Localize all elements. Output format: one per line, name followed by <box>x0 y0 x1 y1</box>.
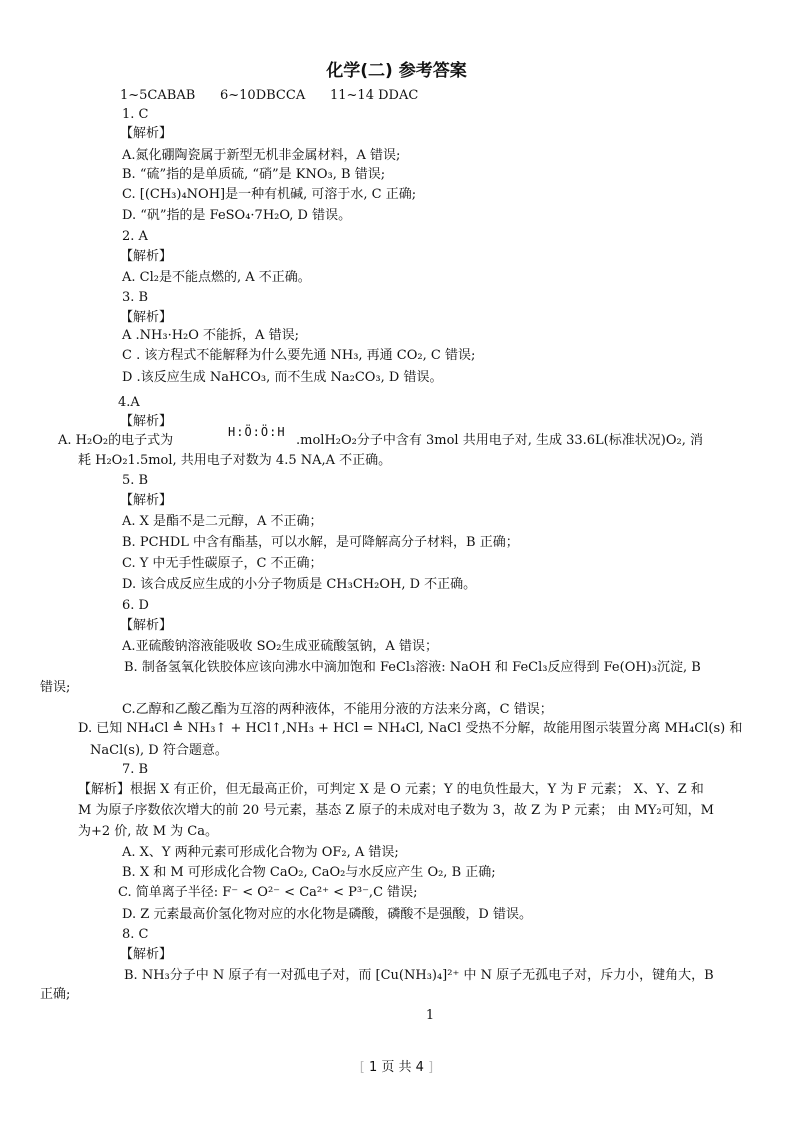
q5-analysis-tag: 【解析】 <box>120 493 173 508</box>
q8-option-b: B. NH₃分子中 N 原子有一对孤电子对，而 [Cu(NH₃)₄]²⁺ 中 N 原子无孤电子对，斥力小，键角大，B <box>124 968 714 983</box>
page-number: 1 <box>425 1008 435 1023</box>
q7-analysis-line-3: 为+2 价, 故 M 为 Ca。 <box>78 824 218 839</box>
q2-number: 2. A <box>122 229 148 244</box>
q6-analysis-tag: 【解析】 <box>120 618 173 633</box>
q8-analysis-tag: 【解析】 <box>120 947 173 962</box>
answer-key-1-5: 1~5CABAB <box>120 88 196 103</box>
page-title: 化学(二) 参考答案 <box>326 61 467 81</box>
q3-option-a: A .NH₃·H₂O 不能拆，A 错误; <box>122 328 299 343</box>
q1-option-c: C. [(CH₃)₄NOH]是一种有机碱, 可溶于水, C 正确; <box>122 187 417 202</box>
q1-analysis-tag: 【解析】 <box>120 126 173 141</box>
page-footer <box>0 1056 793 1075</box>
q5-option-c: C. Y 中无手性碳原子，C 不正确； <box>122 556 323 571</box>
q4-analysis-tag: 【解析】 <box>120 414 173 429</box>
q5-option-b: B. PCHDL 中含有酯基，可以水解，是可降解高分子材料，B 正确； <box>122 535 519 550</box>
q2-option-a: A. Cl₂是不能点燃的, A 不正确。 <box>122 270 311 285</box>
q7-option-c: C. 简单离子半径: F⁻ < O²⁻ < Ca²⁺ < P³⁻,C 错误; <box>118 885 418 900</box>
footer-left-bracket-icon: [ <box>359 1060 365 1075</box>
q6-option-b-continued: 错误; <box>40 680 71 695</box>
answer-key-11-14: 11~14 DDAC <box>330 88 419 103</box>
h2o2-electron-formula: H:Ö:Ö:H <box>228 425 286 439</box>
q4-option-a-prefix: A. H₂O₂的电子式为 <box>58 433 174 448</box>
q3-option-d: D .该反应生成 NaHCO₃, 而不生成 Na₂CO₃, D 错误。 <box>122 370 443 385</box>
q1-option-d: D. “矾”指的是 FeSO₄·7H₂O, D 错误。 <box>122 208 352 223</box>
q1-option-a: A.氮化硼陶瓷属于新型无机非金属材料，A 错误; <box>122 148 401 163</box>
q3-number: 3. B <box>122 290 149 305</box>
q3-option-c: C . 该方程式不能解释为什么要先通 NH₃, 再通 CO₂, C 错误; <box>122 348 476 363</box>
q4-number: 4.A <box>118 395 140 410</box>
q7-option-d: D. Z 元素最高价氢化物对应的水化物是磷酸，磷酸不是强酸，D 错误。 <box>122 907 532 922</box>
q6-option-a: A.亚硫酸钠溶液能吸收 SO₂生成亚硫酸氢钠，A 错误； <box>122 639 438 654</box>
q7-number: 7. B <box>122 762 149 777</box>
q8-option-b-continued: 正确; <box>40 987 71 1002</box>
q7-option-a: A. X、Y 两种元素可形成化合物为 OF₂, A 错误; <box>122 845 399 860</box>
footer-right-bracket-icon: ] <box>428 1060 434 1075</box>
q8-number: 8. C <box>122 927 149 942</box>
q5-number: 5. B <box>122 473 149 488</box>
q4-option-a-text: .molH₂O₂分子中含有 3mol 共用电子对, 生成 33.6L(标准状况)O₂, 消 <box>296 433 703 448</box>
q5-option-a: A. X 是酯不是二元醇，A 不正确； <box>122 514 323 529</box>
q6-option-c: C.乙醇和乙酸乙酯为互溶的两种液体，不能用分液的方法来分离，C 错误； <box>122 702 553 717</box>
q7-option-b: B. X 和 M 可形成化合物 CaO₂, CaO₂与水反应产生 O₂, B 正确; <box>122 865 496 880</box>
footer-page-count: 1 页 共 4 <box>369 1060 424 1075</box>
q5-option-d: D. 该合成反应生成的小分子物质是 CH₃CH₂OH, D 不正确。 <box>122 577 477 592</box>
q2-analysis-tag: 【解析】 <box>120 249 173 264</box>
answer-key-6-10: 6~10DBCCA <box>220 88 306 103</box>
q4-option-a-continued: 耗 H₂O₂1.5mol, 共用电子对数为 4.5 NA,A 不正确。 <box>78 453 392 468</box>
q6-option-d: D. 已知 NH₄Cl ≜ NH₃↑ + HCl↑,NH₃ + HCl = NH₄Cl, NaCl 受热不分解，故能用图示装置分离 MH₄Cl(s) 和 <box>78 721 743 736</box>
q1-number: 1. C <box>122 107 149 122</box>
q7-analysis-line-1: 【解析】根据 X 有正价，但无最高正价，可判定 X 是 O 元素；Y 的电负性最大，Y 为 F 元素； X、Y、Z 和 <box>78 782 704 797</box>
q6-option-b: B. 制备氢氧化铁胶体应该向沸水中滴加饱和 FeCl₃溶液: NaOH 和 FeCl₃反应得到 Fe(OH)₃沉淀, B <box>124 660 701 675</box>
q6-option-d-continued: NaCl(s), D 符合题意。 <box>90 743 228 758</box>
q3-analysis-tag: 【解析】 <box>120 310 173 325</box>
q6-number: 6. D <box>122 598 149 613</box>
q1-option-b: B. “硫”指的是单质硫, “硝”是 KNO₃, B 错误; <box>122 167 386 182</box>
q7-analysis-line-2: M 为原子序数依次增大的前 20 号元素，基态 Z 原子的未成对电子数为 3，故 Z 为 P 元素； 由 MY₂可知，M <box>78 803 714 818</box>
